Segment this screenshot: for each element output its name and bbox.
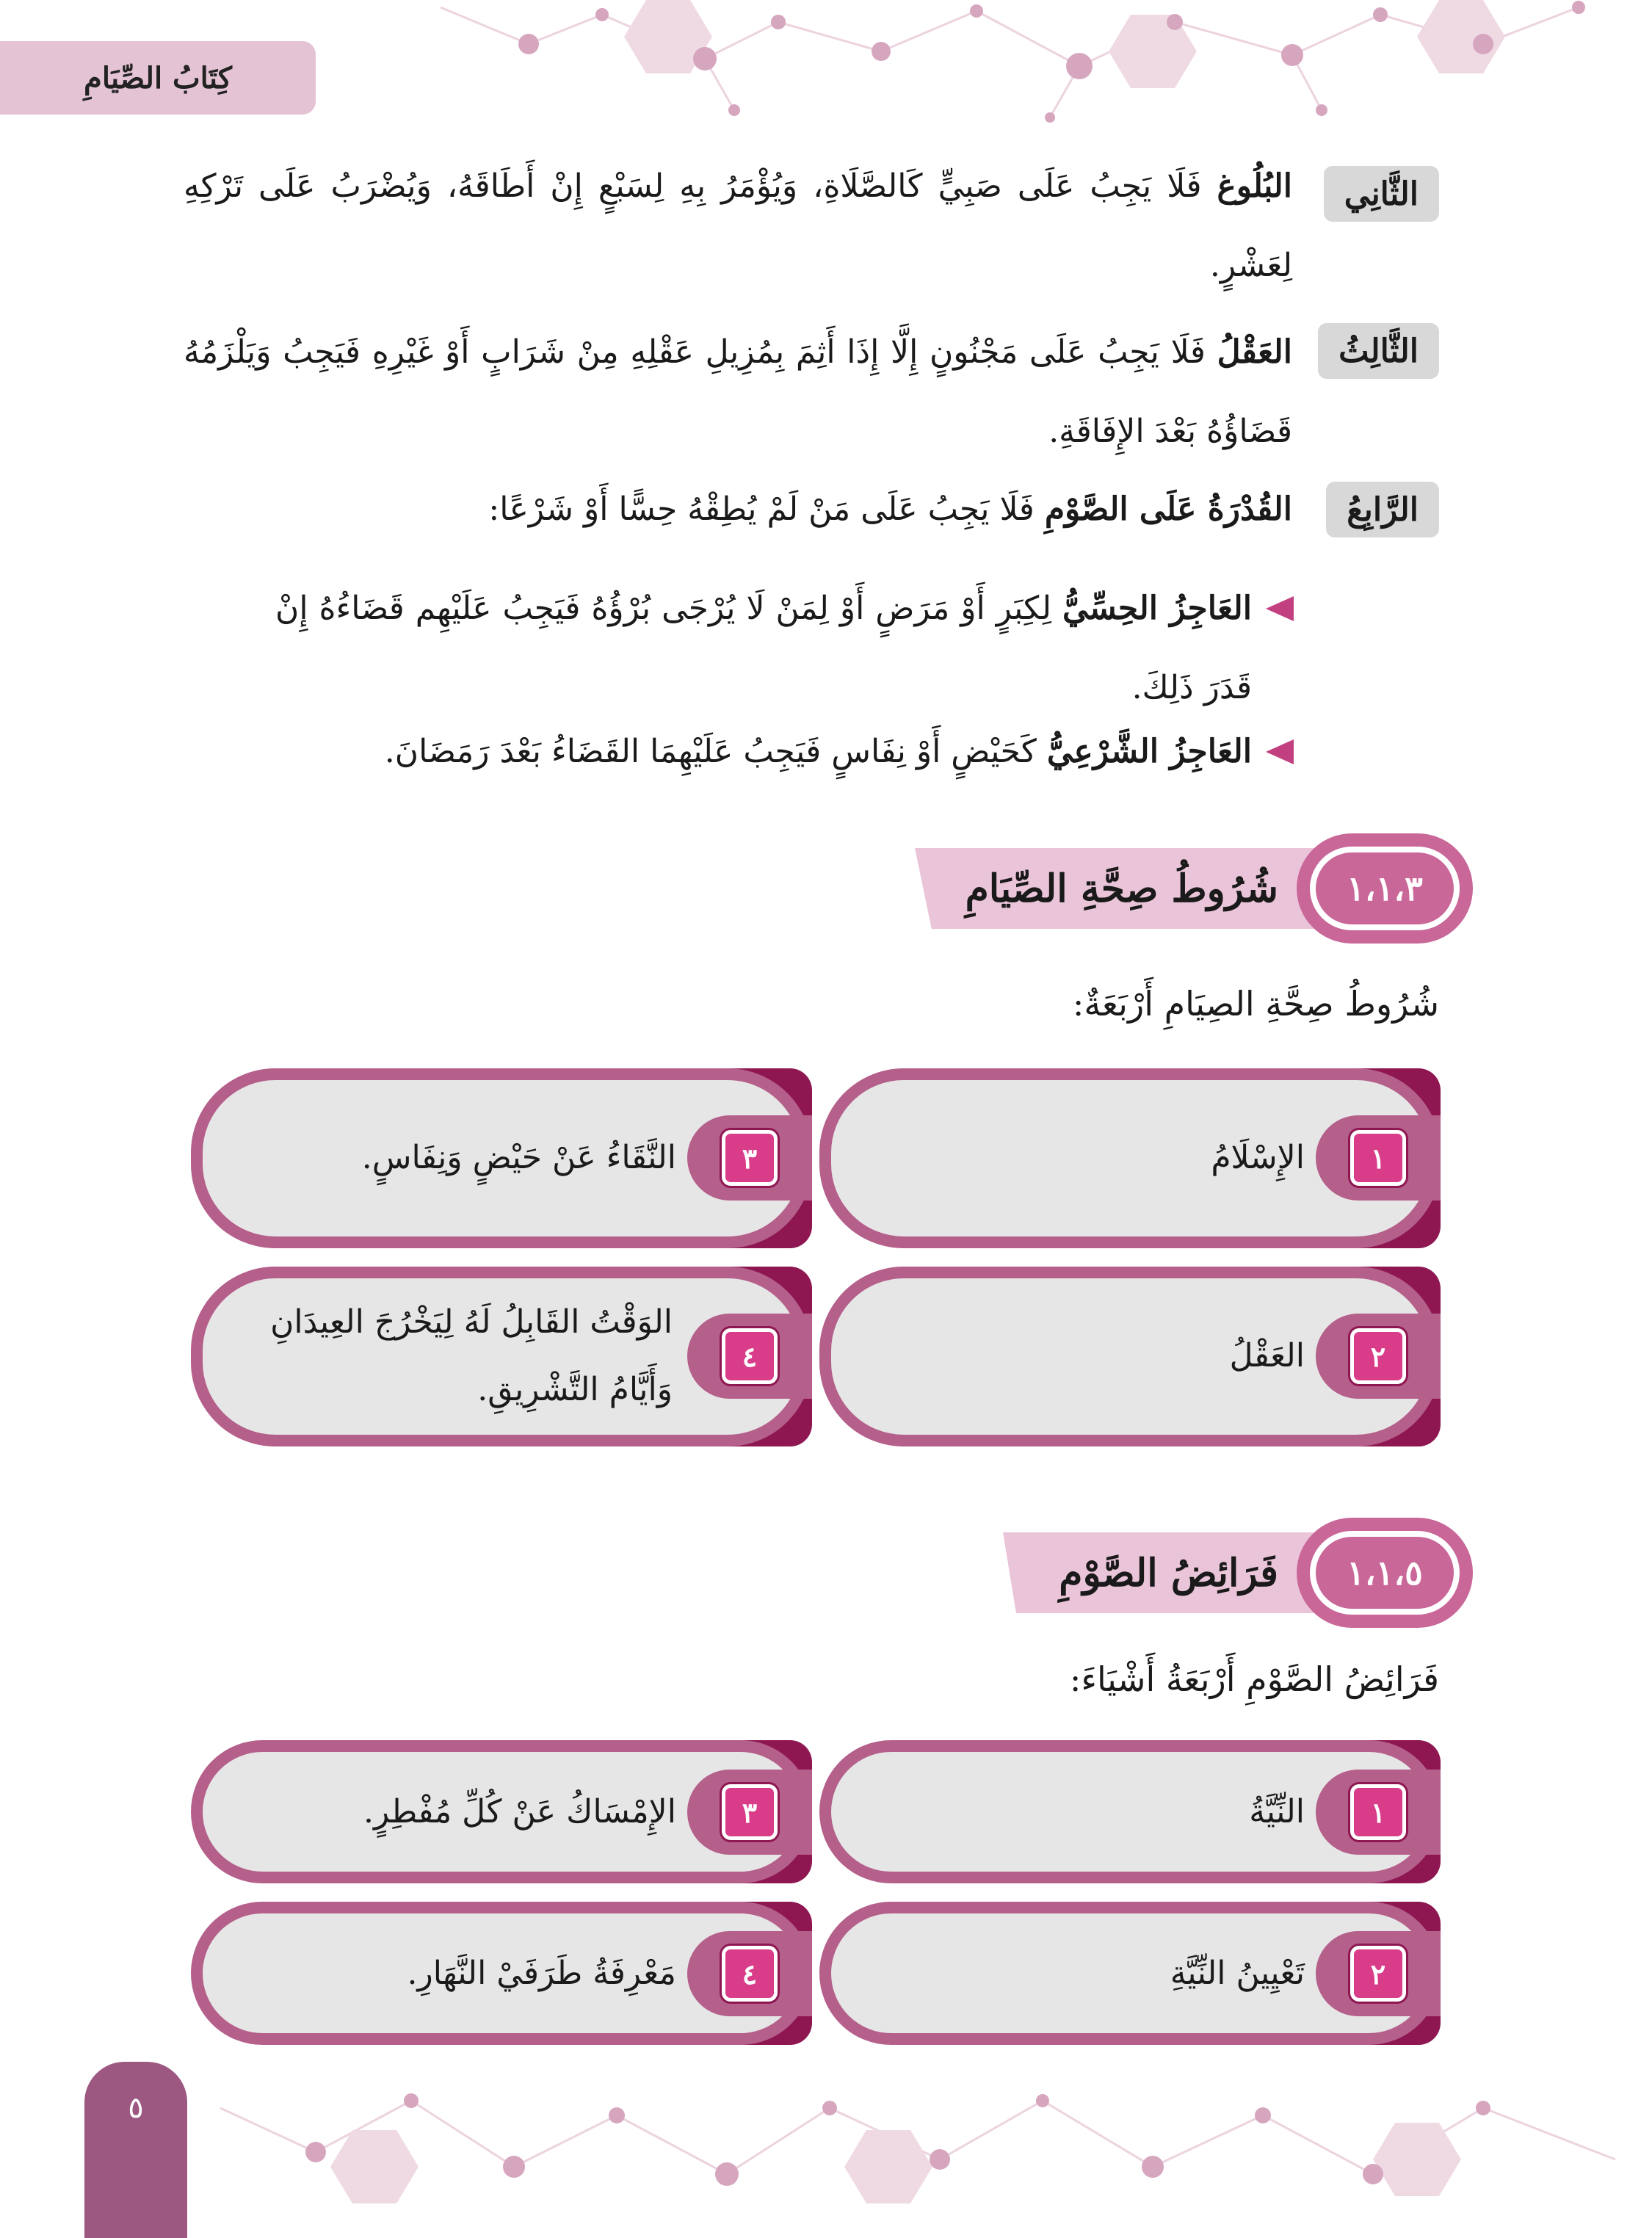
- list-item: [191, 1740, 812, 1883]
- condition-term: العَقْلُ: [1217, 333, 1292, 371]
- item-text: النِّيَّةُ: [1249, 1793, 1305, 1830]
- item-text: النَّقَاءُ عَنْ حَيْضٍ وَنِفَاسٍ.: [361, 1139, 676, 1176]
- condition-text-third: [184, 313, 1292, 471]
- section-intro-validity: شُرُوطُ صِحَّةِ الصِيَامِ أَرْبَعَةٌ:: [1072, 984, 1439, 1024]
- item-number: ٢: [1350, 1946, 1406, 2002]
- list-item: [191, 1267, 812, 1446]
- section-number: ١،١،٥: [1316, 1537, 1454, 1609]
- bullet-arrow-icon: [1266, 739, 1294, 764]
- list-item: [819, 1267, 1441, 1446]
- book-title: كِتَابُ الصِّيَامِ: [84, 60, 232, 95]
- molecule-pattern-bottom: [0, 2064, 1652, 2203]
- item-number: ٣: [722, 1784, 778, 1840]
- item-text: تَعْيِينُ النِّيَّةِ: [1170, 1955, 1305, 1992]
- item-number: ١: [1350, 1784, 1406, 1840]
- bullet-physical-inability: [275, 569, 1252, 728]
- list-item: [191, 1902, 812, 2045]
- item-number: ٤: [722, 1946, 778, 2002]
- item-text: الوَقْتُ القَابِلُ لَهُ لِيَخْرُجَ العِيدَانِ وَأَيَّامُ التَّشْرِيقِ.: [270, 1303, 673, 1408]
- item-number: ٤: [722, 1328, 778, 1384]
- bullet-term: العَاجِزُ الشَّرْعِيُّ: [1046, 733, 1252, 770]
- list-item: [819, 1740, 1441, 1883]
- page-number-tab: [84, 2062, 187, 2238]
- item-text: العَقْلُ: [1229, 1337, 1305, 1375]
- bullet-arrow-icon: [1266, 596, 1294, 621]
- section-intro-obligations: فَرَائِضُ الصَّوْمِ أَرْبَعَةُ أَشْيَاءَ:: [1069, 1659, 1439, 1699]
- section-banner-validity: [915, 833, 1473, 944]
- condition-term: القُدْرَةُ عَلَى الصَّوْمِ: [1044, 490, 1292, 528]
- condition-text-second: [184, 147, 1292, 305]
- item-text: الإِمْسَاكُ عَنْ كُلِّ مُفْطِرٍ.: [363, 1793, 676, 1830]
- condition-term: البُلُوغ: [1217, 167, 1292, 205]
- condition-body: فَلَا يَجِبُ عَلَى صَبِيٍّ كَالصَّلَاةِ، وَيُؤْمَرُ بِهِ لِسَبْعٍ إِنْ أَطَاقَهُ، وَيُضْرَبُ عَلَى تَرْكِهِ لِعَشْرٍ.: [184, 167, 1292, 284]
- item-number: ٢: [1350, 1328, 1406, 1384]
- item-text: مَعْرِفَةُ طَرَفَيْ النَّهَارِ.: [407, 1955, 676, 1992]
- section-number: ١،١،٣: [1316, 852, 1454, 924]
- item-number: ٣: [722, 1130, 778, 1186]
- condition-label-third: الثَّالِثُ: [1318, 323, 1439, 379]
- section-title: فَرَائِضُ الصَّوْمِ: [1059, 1550, 1278, 1596]
- list-item: [819, 1068, 1441, 1248]
- condition-body: فَلَا يَجِبُ عَلَى مَنْ لَمْ يُطِقْهُ حِسًّا أَوْ شَرْعًا:: [488, 490, 1035, 528]
- section-number-badge: [1297, 1518, 1473, 1628]
- item-text: الإِسْلَامُ: [1211, 1139, 1305, 1176]
- section-number-badge: [1297, 833, 1473, 944]
- page-number: ٥: [128, 2091, 144, 2125]
- condition-label-second: الثَّانِي: [1324, 166, 1439, 222]
- section-banner-obligations: [1003, 1518, 1473, 1628]
- book-title-tab: [0, 41, 316, 115]
- bullet-body: كَحَيْضٍ أَوْ نِفَاسٍ فَيَجِبُ عَلَيْهِمَا القَضَاءُ بَعْدَ رَمَضَانَ.: [384, 733, 1037, 770]
- condition-body: فَلَا يَجِبُ عَلَى مَجْنُونٍ إِلَّا إِذَا أَثِمَ بِمُزِيلِ عَقْلِهِ مِنْ شَرَابٍ أَوْ غَيْرِهِ فَيَجِبُ وَيَلْزَمُهُ قَضَاؤُهُ بَعْدَ الإِفَاقَةِ.: [184, 333, 1292, 450]
- condition-text-fourth: [184, 470, 1292, 549]
- section-title: شُرُوطُ صِحَّةِ الصِّيَامِ: [965, 866, 1278, 911]
- bullet-body: لِكِبَرٍ أَوْ مَرَضٍ أَوْ لِمَنْ لَا يُرْجَى بُرْؤُهُ فَيَجِبُ عَلَيْهِم قَضَاءُهُ إِنْ قَدَرَ ذَلِكَ.: [275, 590, 1252, 706]
- bullet-legal-inability: [275, 712, 1252, 792]
- condition-label-fourth: الرَّابِعُ: [1326, 482, 1439, 537]
- list-item: [191, 1068, 812, 1248]
- bullet-term: العَاجِزُ الحِسِّيُّ: [1062, 590, 1252, 627]
- list-item: [819, 1902, 1441, 2045]
- item-number: ١: [1350, 1130, 1406, 1186]
